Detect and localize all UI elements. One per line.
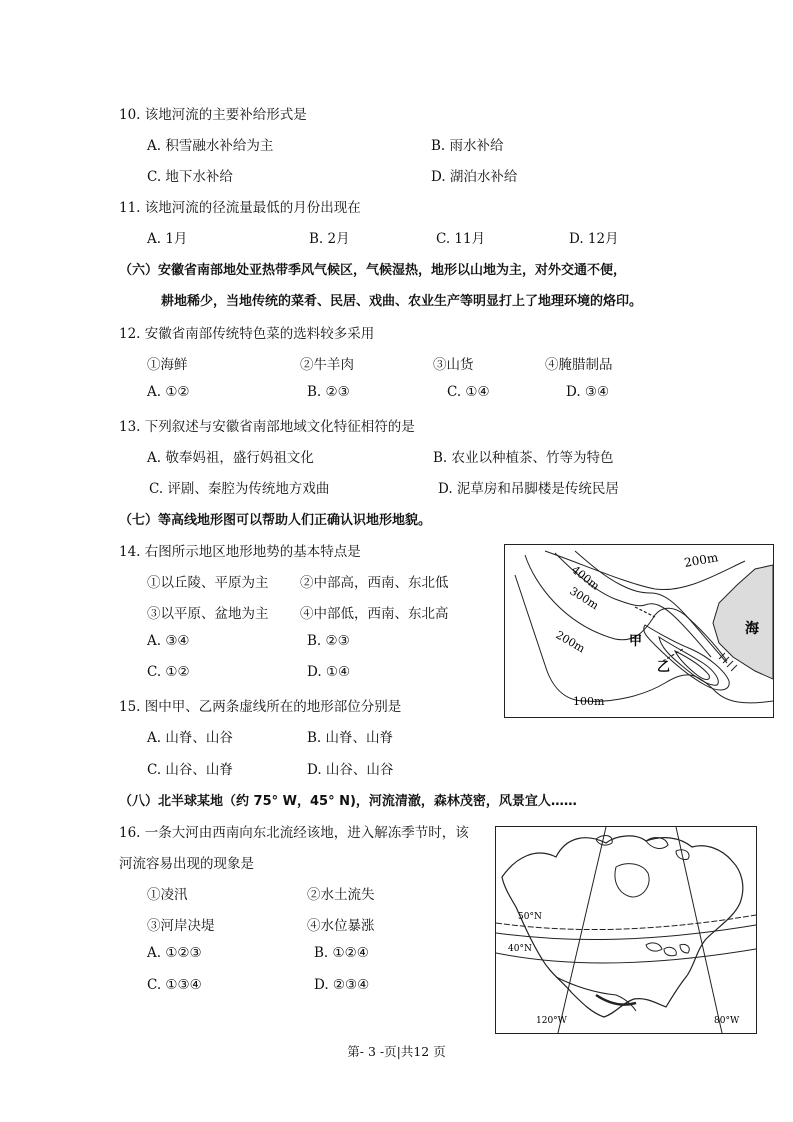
q12-option-d: D. ③④ — [566, 384, 610, 400]
contour-map — [504, 544, 774, 718]
q10-option-c: C. 地下水补给 — [147, 169, 233, 185]
q16-option-b: B. ①②④ — [314, 945, 369, 961]
q15-option-d: D. 山谷、山谷 — [307, 762, 394, 778]
q10-stem: 10. 该地河流的主要补给形式是 — [119, 107, 307, 123]
contour-200m-left — [525, 555, 727, 661]
continent-outline — [502, 836, 743, 1017]
north-america-map-svg — [496, 827, 756, 1033]
section-6-intro-line2: 耕地稀少，当地传统的菜肴、民居、戏曲、农业生产等明显打上了地理环境的烙印。 — [161, 294, 643, 309]
label-200m-left: 200m — [553, 628, 588, 656]
label-yi: 乙 — [657, 660, 671, 675]
label-jia: 甲 — [629, 634, 643, 649]
sea-area — [713, 565, 773, 679]
q14-item-1: ①以丘陵、平原为主 — [147, 575, 269, 591]
q14-option-d: D. ①④ — [307, 664, 351, 680]
q14-option-b: B. ②③ — [307, 633, 350, 649]
label-120w: 120°W — [536, 1016, 567, 1026]
q16-item-1: ①凌汛 — [147, 887, 188, 903]
label-40n: 40°N — [508, 944, 532, 954]
q15-option-a: A. 山脊、山谷 — [147, 730, 233, 746]
latitude-40n-line — [496, 949, 756, 963]
latitude-50n-line-solid — [496, 925, 756, 940]
section-8-intro: （八）北半球某地（约 75° W，45° N)，河流清澈，森林茂密，风景宜人…… — [119, 794, 577, 809]
q10-option-d: D. 湖泊水补给 — [431, 169, 518, 185]
q13-stem: 13. 下列叙述与安徽省南部地域文化特征相符的是 — [119, 419, 415, 435]
q14-option-c: C. ①② — [147, 664, 190, 680]
contour-400m — [575, 551, 727, 663]
q16-item-3: ③河岸决堤 — [147, 918, 215, 934]
dashed-line-jia — [635, 607, 655, 617]
great-lakes — [646, 943, 689, 956]
label-50n: 50°N — [518, 912, 542, 922]
q10-option-a: A. 积雪融水补给为主 — [147, 138, 274, 154]
label-300m: 300m — [567, 584, 601, 613]
page-footer: 第- 3 -页|共12 页 — [347, 1044, 446, 1059]
q11-option-c: C. 11月 — [436, 231, 486, 247]
q13-option-b: B. 农业以种植茶、竹等为特色 — [433, 450, 614, 466]
label-100m: 100m — [573, 695, 605, 708]
section-7-intro: （七）等高线地形图可以帮助人们正确认识地形地貌。 — [119, 513, 432, 528]
q13-option-c: C. 评剧、秦腔为传统地方戏曲 — [149, 481, 330, 497]
river-border — [596, 995, 636, 1005]
q14-option-a: A. ③④ — [147, 633, 190, 649]
q12-option-a: A. ①② — [147, 384, 190, 400]
q11-stem: 11. 该地河流的径流量最低的月份出现在 — [119, 200, 361, 216]
q12-item-1: ①海鲜 — [147, 357, 188, 373]
q14-item-2: ②中部高，西南、东北低 — [300, 575, 449, 591]
label-200m-top: 200m — [683, 550, 720, 570]
q16-option-d: D. ②③④ — [314, 977, 370, 993]
label-400m: 400m — [569, 563, 602, 593]
q16-option-a: A. ①②③ — [147, 945, 202, 961]
q14-item-4: ④中部低，西南、东北高 — [300, 606, 449, 622]
north-america-map — [495, 826, 757, 1034]
section-6-intro-line1: （六）安徽省南部地处亚热带季风气候区，气候湿热，地形以山地为主，对外交通不便， — [119, 263, 627, 278]
q14-stem: 14. 右图所示地区地形地势的基本特点是 — [119, 544, 361, 560]
q12-item-2: ②牛羊肉 — [300, 357, 354, 373]
river-south — [556, 977, 636, 1011]
q16-item-2: ②水土流失 — [307, 887, 375, 903]
q13-option-a: A. 敬奉妈祖，盛行妈祖文化 — [147, 450, 314, 466]
q12-option-b: B. ②③ — [307, 384, 350, 400]
q15-option-b: B. 山脊、山脊 — [307, 730, 394, 746]
q12-item-3: ③山货 — [433, 357, 474, 373]
q16-stem-line1: 16. 一条大河由西南向东北流经该地，进入解冻季节时，该 — [119, 825, 469, 841]
q13-option-d: D. 泥草房和吊脚楼是传统民居 — [438, 481, 619, 497]
q16-option-c: C. ①③④ — [147, 977, 202, 993]
q11-option-b: B. 2月 — [309, 231, 350, 247]
q11-option-a: A. 1月 — [147, 231, 188, 247]
label-sea: 海 — [745, 621, 759, 637]
label-80w: 80°W — [714, 1016, 740, 1026]
hudson-bay — [615, 864, 649, 897]
q12-stem: 12. 安徽省南部传统特色菜的选料较多采用 — [119, 326, 375, 342]
q15-option-c: C. 山谷、山脊 — [147, 762, 233, 778]
contour-map-svg — [505, 545, 773, 717]
q14-item-3: ③以平原、盆地为主 — [147, 606, 269, 622]
q16-stem-line2: 河流容易出现的现象是 — [119, 856, 254, 872]
q16-item-4: ④水位暴涨 — [307, 918, 375, 934]
q12-item-4: ④腌腊制品 — [545, 357, 613, 373]
q11-option-d: D. 12月 — [569, 231, 619, 247]
q12-option-c: C. ①④ — [447, 384, 490, 400]
q15-stem: 15. 图中甲、乙两条虚线所在的地形部位分别是 — [119, 699, 402, 715]
q10-option-b: B. 雨水补给 — [431, 138, 504, 154]
